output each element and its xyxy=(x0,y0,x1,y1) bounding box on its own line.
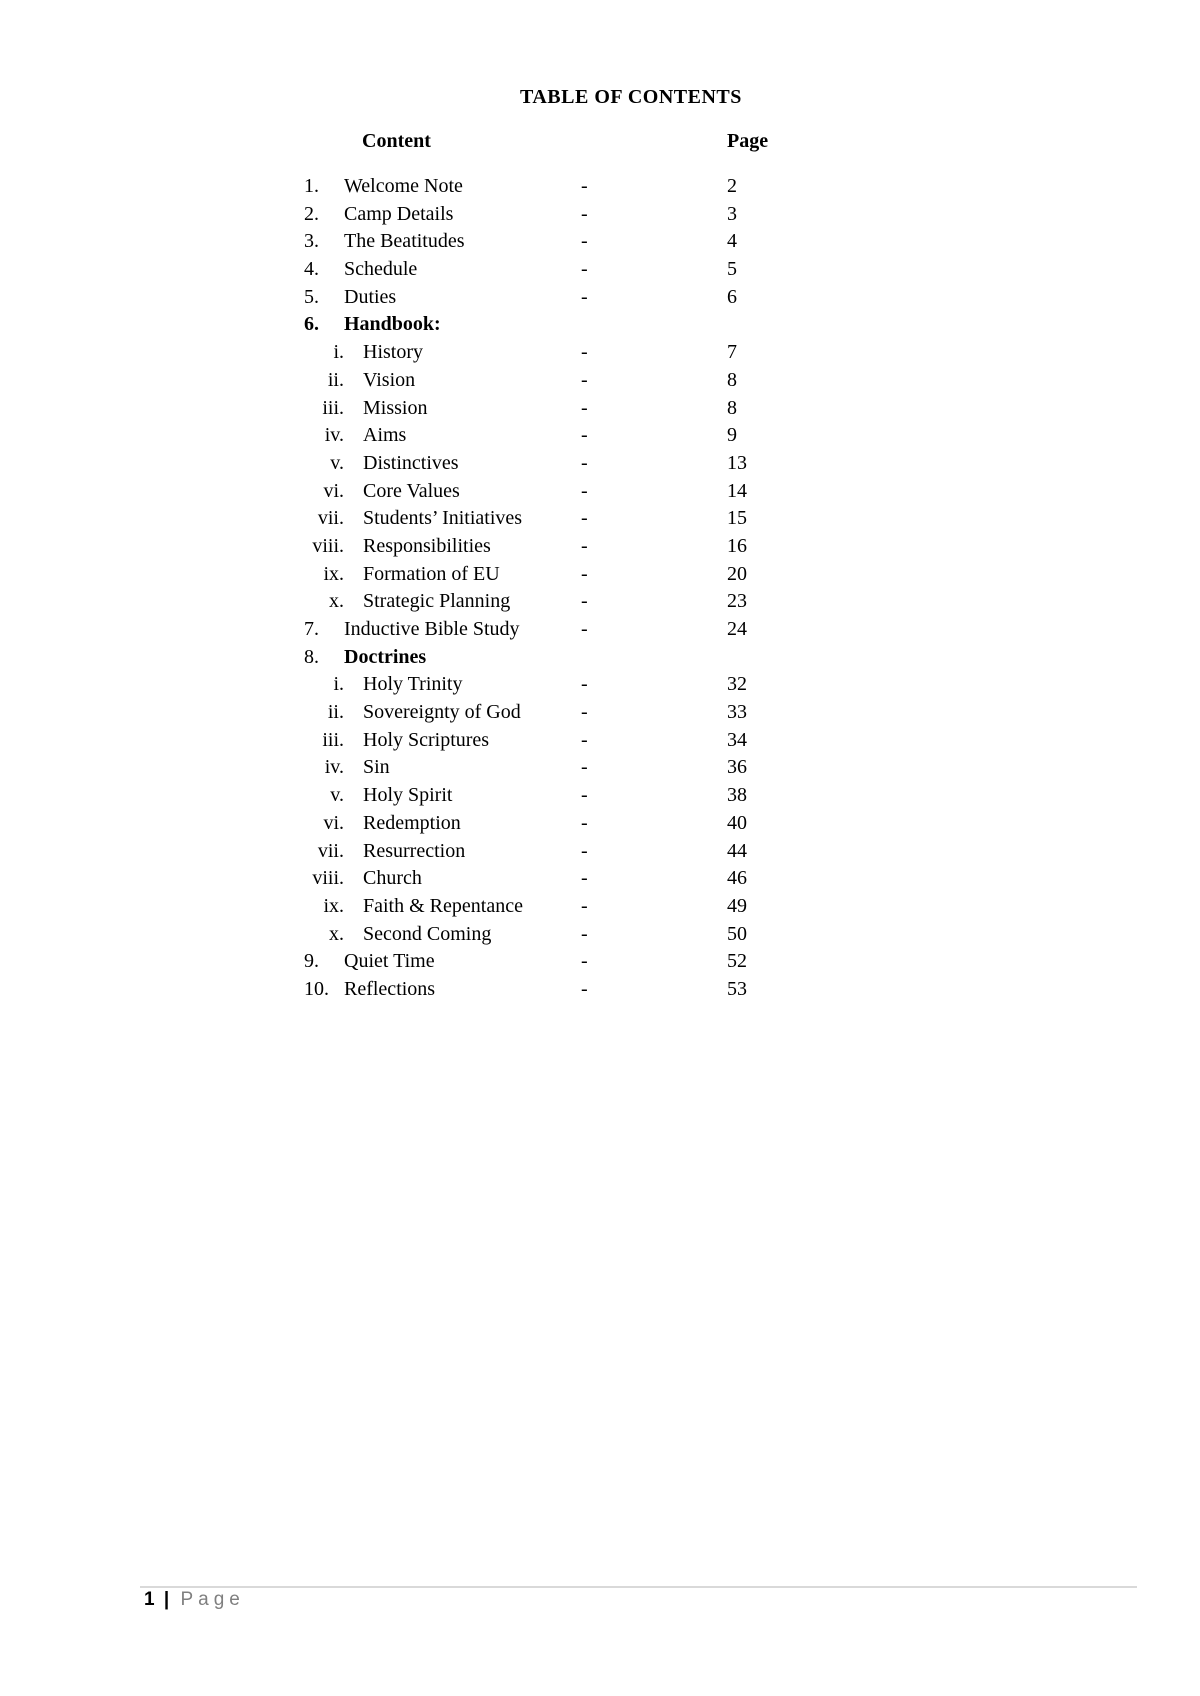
toc-entry-dash: - xyxy=(581,507,588,530)
toc-entry-label: Students’ Initiatives xyxy=(363,507,523,530)
toc-entry xyxy=(0,893,1200,921)
toc-entry-dash: - xyxy=(581,784,588,807)
toc-entry-number: 3. xyxy=(304,230,319,253)
toc-entry-number: v. xyxy=(330,784,344,807)
toc-entry-page: 15 xyxy=(727,507,747,530)
toc-entry xyxy=(0,921,1200,949)
toc-entry-label: Distinctives xyxy=(363,451,459,474)
toc-entry-label: Second Coming xyxy=(363,922,492,945)
toc-entry-dash: - xyxy=(581,673,588,696)
table-of-contents xyxy=(0,173,1200,1004)
toc-entry xyxy=(0,367,1200,395)
toc-entry xyxy=(0,533,1200,561)
toc-entry-dash: - xyxy=(581,977,588,1000)
toc-entry-number: 8. xyxy=(304,645,319,668)
toc-entry-number: 5. xyxy=(304,285,319,308)
toc-entry-number: i. xyxy=(333,341,344,364)
toc-entry-page: 32 xyxy=(727,673,747,696)
footer-separator: | xyxy=(163,1589,170,1610)
toc-entry-page: 53 xyxy=(727,977,747,1000)
toc-entry-dash: - xyxy=(581,950,588,973)
toc-entry-dash: - xyxy=(581,424,588,447)
toc-entry-page: 4 xyxy=(727,230,737,253)
toc-entry-number: viii. xyxy=(312,534,344,557)
toc-entry-label: Handbook: xyxy=(344,313,441,336)
toc-entry-dash: - xyxy=(581,479,588,502)
toc-entry-page: 34 xyxy=(727,728,747,751)
toc-entry xyxy=(0,727,1200,755)
toc-entry-page: 2 xyxy=(727,175,737,197)
toc-entry-label: Holy Scriptures xyxy=(363,728,490,751)
toc-entry-dash: - xyxy=(581,258,588,281)
toc-entry-label: Holy Trinity xyxy=(363,673,463,696)
footer-divider xyxy=(140,1586,1137,1588)
page-footer xyxy=(144,1589,245,1611)
toc-entry xyxy=(0,699,1200,727)
toc-entry-dash: - xyxy=(581,756,588,779)
toc-entry-number: 10. xyxy=(304,977,329,1000)
toc-entry-label: Responsibilities xyxy=(363,534,491,557)
toc-entry-number: vi. xyxy=(323,811,344,834)
toc-entry xyxy=(0,311,1200,339)
toc-entry-page: 50 xyxy=(727,922,747,945)
toc-entry-label: Formation of EU xyxy=(363,562,500,585)
content-column-header: Content xyxy=(362,130,431,152)
toc-entry-page: 24 xyxy=(727,618,747,640)
toc-entry-dash: - xyxy=(581,618,588,640)
toc-entry xyxy=(0,395,1200,423)
toc-entry-page: 9 xyxy=(727,424,737,447)
toc-entry-label: Sovereignty of God xyxy=(363,701,521,724)
toc-entry-number: ix. xyxy=(323,894,344,917)
toc-entry-dash: - xyxy=(581,701,588,724)
toc-entry-page: 33 xyxy=(727,701,747,724)
toc-entry xyxy=(0,810,1200,838)
toc-entry-label: Duties xyxy=(344,285,397,308)
toc-entry xyxy=(0,173,1200,201)
toc-entry xyxy=(0,256,1200,284)
toc-entry xyxy=(0,505,1200,533)
toc-entry-number: iii. xyxy=(322,728,344,751)
toc-entry xyxy=(0,782,1200,810)
toc-entry-label: Holy Spirit xyxy=(363,784,453,807)
toc-entry-number: 4. xyxy=(304,258,319,281)
toc-entry-number: x. xyxy=(329,922,344,945)
toc-entry-number: i. xyxy=(333,673,344,696)
toc-entry-label: Welcome Note xyxy=(344,175,463,197)
toc-entry-number: 1. xyxy=(304,175,319,197)
toc-entry-dash: - xyxy=(581,867,588,890)
toc-entry-dash: - xyxy=(581,811,588,834)
toc-entry-page: 5 xyxy=(727,258,737,281)
toc-entry-dash: - xyxy=(581,368,588,391)
toc-entry xyxy=(0,201,1200,229)
toc-entry-dash: - xyxy=(581,396,588,419)
toc-entry-number: viii. xyxy=(312,867,344,890)
toc-entry-number: vii. xyxy=(317,839,344,862)
toc-entry xyxy=(0,865,1200,893)
toc-entry-number: v. xyxy=(330,451,344,474)
toc-entry-label: Vision xyxy=(363,368,416,391)
toc-entry-page: 6 xyxy=(727,285,737,308)
toc-entry-label: Church xyxy=(363,867,422,890)
toc-entry-number: 7. xyxy=(304,618,319,640)
toc-entry-number: x. xyxy=(329,590,344,613)
toc-entry-number: ix. xyxy=(323,562,344,585)
toc-entry-label: Sin xyxy=(363,756,390,779)
toc-entry-dash: - xyxy=(581,922,588,945)
toc-entry-label: Camp Details xyxy=(344,202,454,225)
toc-entry-number: vii. xyxy=(317,507,344,530)
toc-entry xyxy=(0,228,1200,256)
toc-entry-label: The Beatitudes xyxy=(344,230,465,253)
toc-entry-label: Mission xyxy=(363,396,428,419)
toc-entry-label: Strategic Planning xyxy=(363,590,511,613)
toc-entry xyxy=(0,616,1200,644)
toc-entry-dash: - xyxy=(581,590,588,613)
toc-entry-dash: - xyxy=(581,728,588,751)
toc-entry xyxy=(0,754,1200,782)
toc-entry-dash: - xyxy=(581,285,588,308)
toc-entry-label: History xyxy=(363,341,423,364)
toc-entry xyxy=(0,588,1200,616)
toc-entry xyxy=(0,561,1200,589)
toc-entry-page: 46 xyxy=(727,867,747,890)
toc-entry-page: 16 xyxy=(727,534,747,557)
toc-entry-page: 49 xyxy=(727,894,747,917)
toc-entry-page: 13 xyxy=(727,451,747,474)
toc-entry xyxy=(0,671,1200,699)
page-column-header: Page xyxy=(727,130,769,152)
toc-entry xyxy=(0,284,1200,312)
toc-entry-page: 8 xyxy=(727,368,737,391)
toc-entry-page: 38 xyxy=(727,784,747,807)
toc-entry xyxy=(0,644,1200,672)
toc-entry-page: 40 xyxy=(727,811,747,834)
toc-entry-page: 3 xyxy=(727,202,737,225)
toc-entry-label: Quiet Time xyxy=(344,950,435,973)
toc-entry-number: iii. xyxy=(322,396,344,419)
toc-entry xyxy=(0,948,1200,976)
toc-entry-label: Resurrection xyxy=(363,839,466,862)
toc-entry-dash: - xyxy=(581,451,588,474)
toc-entry-number: iv. xyxy=(324,424,344,447)
toc-entry xyxy=(0,339,1200,367)
toc-entry-label: Redemption xyxy=(363,811,461,834)
toc-entry-dash: - xyxy=(581,341,588,364)
toc-entry-label: Aims xyxy=(363,424,407,447)
toc-entry-page: 44 xyxy=(727,839,747,862)
toc-entry-number: 6. xyxy=(304,313,319,336)
toc-entry-dash: - xyxy=(581,202,588,225)
toc-entry-dash: - xyxy=(581,894,588,917)
toc-entry-dash: - xyxy=(581,839,588,862)
toc-entry-dash: - xyxy=(581,175,588,197)
toc-entry-dash: - xyxy=(581,230,588,253)
footer-page-number: 1 xyxy=(144,1589,155,1610)
toc-entry-page: 23 xyxy=(727,590,747,613)
toc-entry-dash: - xyxy=(581,562,588,585)
toc-entry-page: 52 xyxy=(727,950,747,973)
footer-page-label: Page xyxy=(180,1589,245,1610)
toc-entry xyxy=(0,422,1200,450)
toc-entry-number: ii. xyxy=(327,701,344,724)
toc-entry xyxy=(0,976,1200,1004)
toc-entry-label: Reflections xyxy=(344,977,436,1000)
toc-entry-label: Schedule xyxy=(344,258,418,281)
document-title: TABLE OF CONTENTS xyxy=(520,86,742,108)
toc-entry-number: vi. xyxy=(323,479,344,502)
toc-entry-number: 2. xyxy=(304,202,319,225)
toc-entry-label: Inductive Bible Study xyxy=(344,618,520,640)
toc-entry-label: Core Values xyxy=(363,479,460,502)
toc-entry-label: Faith & Repentance xyxy=(363,894,523,917)
toc-entry xyxy=(0,838,1200,866)
toc-entry-page: 20 xyxy=(727,562,747,585)
toc-entry-label: Doctrines xyxy=(344,645,427,668)
toc-entry xyxy=(0,450,1200,478)
toc-entry-page: 36 xyxy=(727,756,747,779)
toc-entry xyxy=(0,478,1200,506)
toc-entry-number: 9. xyxy=(304,950,319,973)
toc-entry-number: iv. xyxy=(324,756,344,779)
toc-entry-page: 14 xyxy=(727,479,747,502)
toc-entry-page: 8 xyxy=(727,396,737,419)
toc-entry-number: ii. xyxy=(327,368,344,391)
toc-entry-page: 7 xyxy=(727,341,737,364)
toc-entry-dash: - xyxy=(581,534,588,557)
